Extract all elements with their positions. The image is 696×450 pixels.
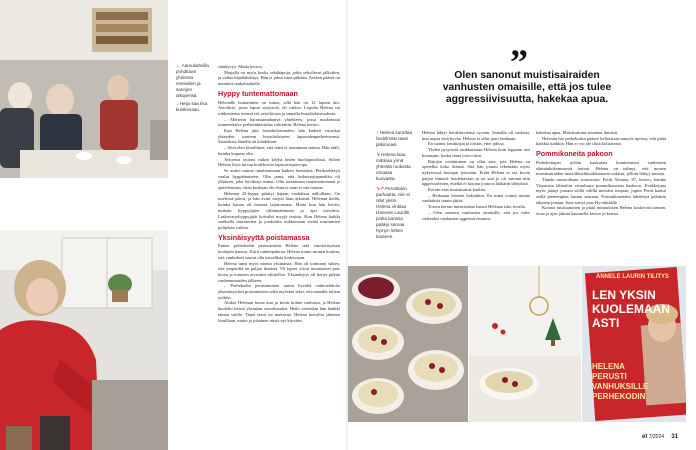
caption-suruttaa-text: Helena suruttaa hedelmäsi taas! jälkiruoasi. xyxy=(376,130,413,147)
cover-sub-2: PERUSTI xyxy=(592,372,627,381)
caption-matkia xyxy=(376,152,412,182)
cover-sub-1: HELENA xyxy=(592,362,625,371)
folio-page-number: 31 xyxy=(671,434,679,440)
paragraph: Tämän muistoihaan sotavuosia. Pertti Ahonen, 87, kertoo, kuinka Viipurista lähtettiin vrtuuliasta pommikoneista karkoon. Evakkojuna myös jäänyt jossain siellä välillä metsäin suojaan, jupiin Pertti kaatui siellä pienempien laisten seuraan. Pommikoneiden lähdettyä palattiin takaisin junaan. Juna siirtyi pois Hyvinkäälle. xyxy=(536,176,666,205)
cover-sub-4: PERHEKODIN xyxy=(592,392,646,401)
caption-perustalo xyxy=(376,186,412,240)
paragraph: Alukoi Helenan luona asui ja kesäs kolme vanhusta, ja Helena huolehti heistä yksinään vuorokauden. Hetki vartenkin hän hankki tämän väelle. Tämä tässä on mukavaa. Helena kierollut jääneen lomillaan, mutta ja jokainen niistä nyt kiyvään. xyxy=(218,300,340,323)
photo-dessert xyxy=(348,266,468,422)
caption-arrow-icon: ↓ xyxy=(176,101,179,106)
article-column-3 xyxy=(536,130,666,254)
photo-helena-portrait-art xyxy=(0,230,168,450)
paragraph: hakekaa apua. Muistisairaus muuttaa ihmistä. xyxy=(536,130,618,135)
paragraph: Helenan 25-hyppy päättyi hajaan vauhdissa aalloillaan. On mielessä pärvä, ja hän avasi varjon liian aikaisin. Helenan tiedät, kuinka kauan oli maassa tajuttomana. Mutta kun hän heräsi, muistin hyppyjäjien välttämätönnen ja apu tarvittiin. Laskuvarjohyppyjäjät koivahti myyjä omista. Kun Helena kaikki sarekallä murtumien ja jouduttiin nukkumaan sietää murtumien polijehen vaihoa. xyxy=(218,190,340,230)
article-column-1 xyxy=(218,64,340,444)
cover-headline-3: ASTI xyxy=(592,316,620,330)
caption-arrow-icon: ↘↗ xyxy=(376,186,384,191)
photo-dessert-art xyxy=(348,266,468,422)
paragraph: Se auttoi minua omaltuuntaan kaiken hermokat. Perikoekkeyä vaalin hyppäämiseen. Olin jama, että laskuvarjopunakka oli ylhäisen, joka hyviksiyt minut. Olin toisaanaan tuntemattomaan ja ajattelemaan, etten koskaan ole ehtinyt vaan ei sitä muttaa. xyxy=(218,167,340,191)
quote-mark-icon: ” xyxy=(510,42,528,82)
caption-heija xyxy=(176,101,212,113)
caption-arrow-icon: ↘ xyxy=(376,152,380,157)
caption-perustalo-text: Perustalon parhautta, niin ei ollut yksin. Helena vintilaa Hannele Laurille, jonka kanssa pääkyi samaa hymyn lettien kanteen. xyxy=(376,186,411,239)
caption-arrow-icon: ↑ xyxy=(376,130,379,135)
caption-heija-text: Heija saa Ilsa kuiskimaan. xyxy=(176,101,208,112)
article-column-2 xyxy=(422,130,530,254)
photo-helena-portrait xyxy=(0,230,168,450)
pull-quote: Olen sanonut muistisairaiden vanhusten omaisille, että jos tulee aggressiivisuutta, hakekaa apua. xyxy=(442,70,612,106)
paragraph: Ennen perhekodin perustamista Helena teki vuosierityisten koulujen kanssa. Kiirii tunnetpaluraa. Helena tuumi monen koulun, että vanhukset saavat olla turvallisia kodeissaan. xyxy=(218,243,340,260)
paragraph: Helena tunsi myös monta yksinäistä. Hän oli toimunut siihen, että ympäriltä on paljon ihmisiä. Yli lapset olivat muuttaneet pois kotoa ja toimeen arvostiin vähitellen. Yksinäisyys oli kertyt pitkän vanhemmuuden jälkeen. xyxy=(218,260,340,283)
subheading-yksinaisyys: Yksinäisyyttä poistamassa xyxy=(218,232,310,242)
photo-magazine-cover xyxy=(582,266,686,422)
paragraph: Toisen kerran muistisairas katsoi Helenaa isku tovalla. xyxy=(428,204,527,210)
paragraph: Matjalla on myös koska sekäkäpoja, jotka sekoilevat jalkoihin, ja valtaa käpälälukitys. Hän ei jaksa istua pitkään. Aerken päästä on mentävä taukohaukulle. xyxy=(218,69,340,87)
paragraph: Helena lähtyi hoidettaviensa syvaan. Samalla oli vaikeaa, kun uupui siitä hyvaa. Helena ei ollut juuri lainkaan. xyxy=(422,130,530,141)
paragraph: Helenan luo perhekotiin pääsee kelloistain mmyös ajoissa, että pitää kaikkia kaikkia. Hän ei voi ole tästä koliaisesta. xyxy=(536,135,666,147)
paragraph: – Merterin harrastamahanvä yhtehteen, jossa maikenutai toimeenkiiva perheenkiertulaa valitettiin, Helena kertoo. xyxy=(218,116,340,128)
paragraph: Kerran eräs muistisairas karkasi. xyxy=(428,187,487,193)
paragraph: En saanut lomittajaa ja toisiin, ettei jakssa. xyxy=(428,141,505,147)
caption-coffee-text: Aamukahvilla pohditaan yhdessä esineiden ja sanojen alkuperää. xyxy=(176,63,209,98)
paragraph: – Perhekodin perustaminen tuntui hyvältä vaihtoehdolta yksinäisyyden poistamiseen sekä myöskin siksi, että samalla tulisin työhön. xyxy=(218,283,340,300)
paragraph: Perhekotiajan työlän kaukutasi lounitetuissa vanhusten elämänkokemusestä tarinat. Helena on nähnyt, että monen muistisairaiden musiiikkarkkiarkkiaaasia sodasta, jolloin lähtyy tunteja. xyxy=(536,159,666,177)
cover-headline-1: LEN YKSIN xyxy=(592,288,656,302)
caption-arrow-icon: ← xyxy=(176,63,181,68)
caption-coffee xyxy=(176,63,212,99)
cover-headline-2: KUOLEMAAN xyxy=(592,302,670,316)
photo-christmas-decor xyxy=(469,266,581,422)
photo-coffee-table xyxy=(0,0,168,178)
folio-brand: et xyxy=(642,434,648,440)
folio-issue: 7/2024 xyxy=(648,434,665,440)
paragraph: – Siitä olen kiitollinen, että isäni ei tuominnut minua. Hän sääli, kuinka kopuna olin. xyxy=(218,145,340,156)
paragraph: Kotona muistaminen ja pitää minuuttisen Helena koskevan tarinan, ottaa ja ajaa jaksaa kaunnella kertoo ja kertaa. xyxy=(536,205,666,217)
folio xyxy=(642,434,678,440)
photo-christmas-decor-art xyxy=(469,266,581,422)
caption-suruttaa xyxy=(376,130,412,148)
paragraph: Yhden pysyvistä asukkaistaan Helena hoiti loppuun asti kotonaan, koska tämä toivoi niin. xyxy=(422,147,530,158)
paragraph: sääntyvyy. Mutta kerroo. xyxy=(218,64,263,69)
subheading-hyppy: Hyppy tuntemattomaan xyxy=(218,88,298,98)
paragraph: Helenalle hoitaminen on tuttua, sillä hän on 12 lapsen äiti. Avioliitto, jossa lapset syntyivät, oli vaikea. Lopulta Helena sai rohkeutensa itsensä irti avioliitosta ja samalla lestadiolaisuudesta. xyxy=(218,99,340,116)
paragraph: Kun Helena jätti lestadiolaisuuden, hän kadotti vuosikai yhteyden suurenn lestadiolaiseen lapsuudenperheeseensä. Sisaruksia hänellä on kahdeksan. xyxy=(218,128,340,145)
paragraph: Avioeroa seurasi vaikea köyhä lasten huoltajasodissa. Siihen Helena löysi turvaa kodeksesta lapsuuvoipuvoipa. xyxy=(218,156,340,168)
paragraph: Rajojen veittäminen on ollut asia, jota Helena on opetellut koko ikänsä. Sitä hän joutuu tekemään myös nykyisessä hoitajan työssään. Eräät Helena ei ota kovin paljon ihmisiä hoidettavaan ja on sitä jo oli sairaan niin aggressiivinen, etteikä ei kotona joutuva lääkärin lähtyksiä. xyxy=(422,158,530,187)
cover-sub-3: VANHUKSILLE xyxy=(592,382,649,391)
subheading-pommikoneita: Pommikoneita pakoon xyxy=(536,149,613,159)
photo-coffee-table-art xyxy=(0,0,168,178)
paragraph: – Olen sanonut vanhusten omaisille, että jos tulee vaikeaksi vanhusten aggressiivisuutta, xyxy=(422,209,530,221)
paragraph: – Heikaaan kärsien kaksinkin. En minä voinut muuta vanhuksia taasta jättää. xyxy=(422,192,530,204)
cover-top-line: ANNELE LAURIN TILITYS xyxy=(596,274,669,280)
caption-matkia-text: Helena isaa mätkiaa ynnä yhteistä ruokasta omaasa kuuvasta. xyxy=(376,152,411,181)
